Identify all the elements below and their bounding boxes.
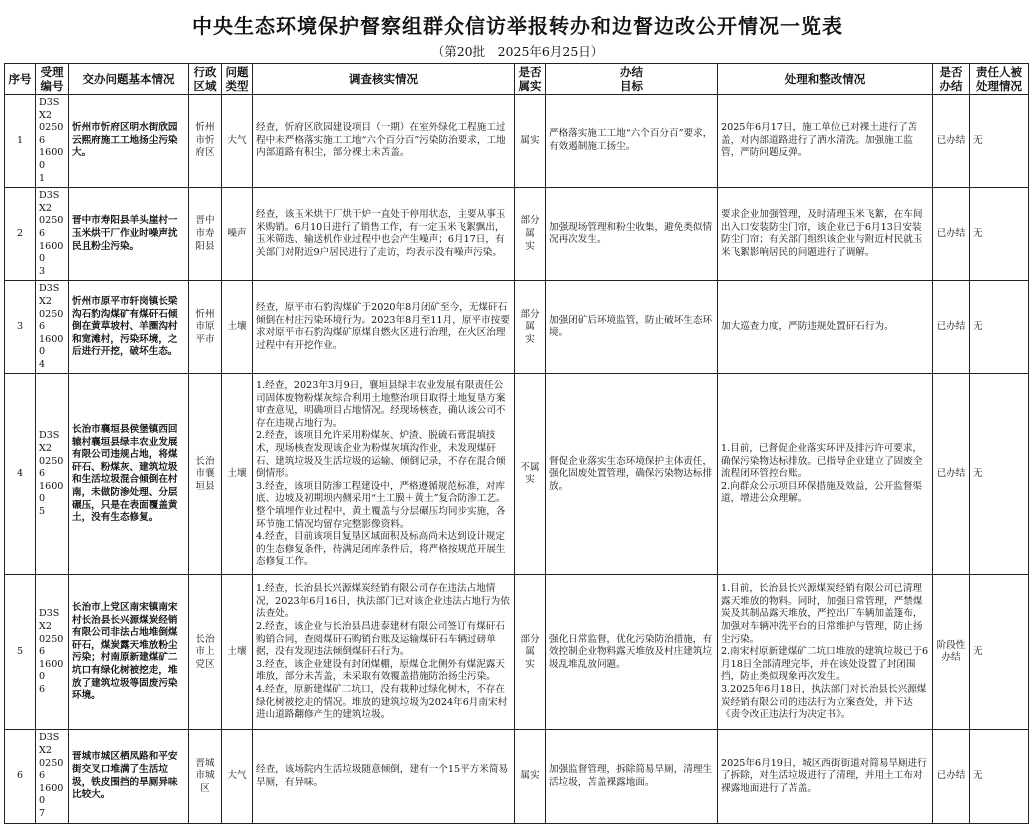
row-region: 忻州 市原 平市 (189, 281, 222, 374)
row-type: 大气 (222, 95, 253, 188)
row-target: 督促企业落实生态环境保护主体责任，强化固废处置管理，确保污染物达标排放。 (546, 374, 718, 575)
row-target: 加强现场管理和粉尘收集，避免类似情况再次发生。 (546, 188, 718, 281)
row-region: 长治 市襄 垣县 (189, 374, 222, 575)
row-verified: 部分属 实 (515, 281, 546, 374)
row-done: 阶段性 办结 (933, 575, 970, 730)
row-target: 加强闭矿后环境监管，防止破坏生态环境。 (546, 281, 718, 374)
row-done: 已办结 (933, 95, 970, 188)
row-issue: 忻州市原平市轩岗镇长梁沟石豹沟煤矿有煤矸石倾倒在黄草坡村、羊圈沟村和宽滩村，污染环境，之后进行开挖，破坏生态。 (69, 281, 189, 374)
row-survey: 1.经查，长治县长兴源煤炭经销有限公司存在违法占地情况，2023年6月16日，执法部门已对该企业违法占地行为依法查处。 2.经查，该企业与长治县昌进泰建材有限公司签订有煤矸石购销合同，查阅煤矸石购销台账及运输煤矸石车辆过磅单据，没有发现违法倾倒煤矸石行为。 3.经查，该企业建设有封闭煤棚，原煤仓北侧外有煤泥露天堆放，部分未苫盖，未采取有效覆盖措施防治扬尘污染。 4.经查，原新建煤矿二坑口，没有栽种过绿化树木，不存在绿化树被挖走的情况。堆放的建筑垃圾为2024年6月南宋村进山道路翻修产生的建筑垃圾。 (253, 575, 515, 730)
header-issue: 交办问题基本情况 (69, 64, 189, 95)
table-row (5, 95, 1029, 188)
table-row (5, 188, 1029, 281)
row-handling: 2025年6月17日，施工单位已对裸土进行了苫盖，对内部道路进行了洒水清洗。加强施工监管，严防问题反弹。 (718, 95, 933, 188)
header-handling: 处理和整改情况 (718, 64, 933, 95)
page-subtitle: （第20批 2025年6月25日） (431, 44, 604, 59)
row-seq: 2 (5, 188, 36, 281)
row-done: 已办结 (933, 730, 970, 823)
row-handling: 加大巡查力度，严防违规处置矸石行为。 (718, 281, 933, 374)
header-seq: 序号 (5, 64, 36, 95)
row-code: D3SX2 02506 16000 4 (36, 281, 69, 374)
row-accountability: 无 (970, 95, 1029, 188)
row-seq: 3 (5, 281, 36, 374)
row-verified: 部分属 实 (515, 188, 546, 281)
table-row (5, 575, 1029, 730)
row-handling: 2025年6月19日，城区西街街道对简易旱厕进行了拆除，对生活垃圾进行了清理，并用土工布对裸露地面进行了苫盖。 (718, 730, 933, 823)
row-handling: 1.目前，长治县长兴源煤炭经销有限公司已清理露天堆放的物料。同时，加强日常管理，严禁煤炭及其制品露天堆放，严控出厂车辆加盖篷布，加强对车辆冲洗平台的日常维护与管理，防止扬尘污染。 2.南宋村原新建煤矿二坑口堆放的建筑垃圾已于6月18日全部清理完毕，并在该处设置了封闭围挡，防止类似现象再次发生。 3.2025年6月18日，执法部门对长治县长兴源煤炭经销有限公司的违法行为立案查处，并下达《责令改正违法行为决定书》。 (718, 575, 933, 730)
table-row (5, 281, 1029, 374)
row-region: 忻州 市忻 府区 (189, 95, 222, 188)
row-type: 噪声 (222, 188, 253, 281)
row-verified: 属实 (515, 95, 546, 188)
header-target: 办结 目标 (546, 64, 718, 95)
row-code: D3SX2 02506 16000 1 (36, 95, 69, 188)
row-type: 土壤 (222, 281, 253, 374)
row-type: 土壤 (222, 374, 253, 575)
header-type: 问题 类型 (222, 64, 253, 95)
row-survey: 经查，原平市石豹沟煤矿于2020年8月闭矿至今，无煤矸石倾倒在村庄污染环境行为。2023年8月至11月，原平市按要求对原平市石豹沟煤矿原煤自燃火区进行治理，在火区治理过程中有开挖作业。 (253, 281, 515, 374)
row-target: 加强监督管理，拆除简易旱厕，清理生活垃圾，苫盖裸露地面。 (546, 730, 718, 823)
row-seq: 6 (5, 730, 36, 823)
row-type: 土壤 (222, 575, 253, 730)
row-verified: 属实 (515, 730, 546, 823)
header-accountability: 责任人被 处理情况 (970, 64, 1029, 95)
row-verified: 部分属 实 (515, 575, 546, 730)
row-region: 晋城 市城 区 (189, 730, 222, 823)
row-region: 长治 市上 党区 (189, 575, 222, 730)
row-region: 晋中 市寿 阳县 (189, 188, 222, 281)
row-done: 已办结 (933, 374, 970, 575)
row-accountability: 无 (970, 730, 1029, 823)
row-issue: 晋城市城区栖凤路和平安街交叉口堆满了生活垃圾，铁皮围挡的旱厕异味比较大。 (69, 730, 189, 823)
row-accountability: 无 (970, 374, 1029, 575)
header-survey: 调查核实情况 (253, 64, 515, 95)
row-issue: 长治市上党区南宋镇南宋村长治县长兴源煤炭经销有限公司非法占地堆倒煤矸石，煤炭露天堆放粉尘污染；村南原新建煤矿二坑口有绿化树被挖走，堆放了建筑垃圾等固废污染环境。 (69, 575, 189, 730)
row-handling: 1.目前，已督促企业落实环评及排污许可要求，确保污染物达标排放。已指导企业建立了固废全流程闭环管控台账。 2.向群众公示项目环保措施及效益，公开监督渠道，增进公众理解。 (718, 374, 933, 575)
table-row (5, 374, 1029, 575)
header-done: 是否 办结 (933, 64, 970, 95)
row-target: 强化日常监督，优化污染防治措施，有效控制企业物料露天堆放及村庄建筑垃圾乱堆乱放问题。 (546, 575, 718, 730)
row-code: D3SX2 02506 16000 6 (36, 575, 69, 730)
row-type: 大气 (222, 730, 253, 823)
row-accountability: 无 (970, 281, 1029, 374)
header-verified: 是否 属实 (515, 64, 546, 95)
row-survey: 经查，忻府区欣园建设项目（一期）在室外绿化工程施工过程中未严格落实施工工地“六个百分百”污染防治要求，工地内部道路有积尘，部分裸土未苫盖。 (253, 95, 515, 188)
row-target: 严格落实施工工地“六个百分百”要求，有效遏制施工扬尘。 (546, 95, 718, 188)
page-title: 中央生态环境保护督察组群众信访举报转办和边督边改公开情况一览表 (192, 14, 843, 38)
row-code: D3SX2 02506 16000 3 (36, 188, 69, 281)
row-survey: 经查，该玉米烘干厂烘干炉一直处于停用状态，主要从事玉米购销。6月10日进行了销售工作，有一定玉米飞絮飘出，玉米筛选、输送机作业过程中也会产生噪声；6月17日，有关部门对附近9户居民进行了走访，均表示没有噪声污染。 (253, 188, 515, 281)
row-seq: 4 (5, 374, 36, 575)
row-done: 已办结 (933, 188, 970, 281)
row-accountability: 无 (970, 575, 1029, 730)
row-survey: 经查，该场院内生活垃圾随意倾倒，建有一个15平方米简易旱厕，有异味。 (253, 730, 515, 823)
row-handling: 要求企业加强管理，及时清理玉米飞絮，在车间出入口安装防尘门帘，该企业已于6月13日安装防尘门帘；有关部门组织该企业与附近村民就玉米飞絮影响居民的问题进行了调解。 (718, 188, 933, 281)
table-row (5, 730, 1029, 823)
row-issue: 忻州市忻府区明水街欣园云熙府施工工地扬尘污染大。 (69, 95, 189, 188)
header-region: 行政 区域 (189, 64, 222, 95)
row-accountability: 无 (970, 188, 1029, 281)
row-code: D3SX2 02506 16000 5 (36, 374, 69, 575)
row-seq: 1 (5, 95, 36, 188)
report-table (4, 63, 1029, 824)
row-code: D3SX2 02506 16000 7 (36, 730, 69, 823)
row-verified: 不属实 (515, 374, 546, 575)
table-header-row (5, 64, 1029, 95)
row-issue: 晋中市寿阳县羊头崖村一玉米烘干厂作业时噪声扰民且粉尘污染。 (69, 188, 189, 281)
row-done: 已办结 (933, 281, 970, 374)
row-seq: 5 (5, 575, 36, 730)
header-code: 受理 编号 (36, 64, 69, 95)
row-issue: 长治市襄垣县侯堡镇西回辕村襄垣县绿丰农业发展有限公司违规占地，将煤矸石、粉煤灰、建筑垃圾和生活垃圾混合倾倒在村南，未做防渗处理、分层碾压，只是在表面覆盖黄土，没有生态修复。 (69, 374, 189, 575)
row-survey: 1.经查，2023年3月9日，襄垣县绿丰农业发展有限责任公司固体废物粉煤灰综合利用土地整治项目取得土地复垦方案审查意见，明确项目占地情况。经现场核查，确认该公司不存在违规占地行为。 2.经查，该项目允许采用粉煤灰、炉渣、脱硫石膏混填技术，现场核查发现该企业为粉煤灰填沟作业，未发现煤矸石、建筑垃圾及生活垃圾的运输、倾倒记录，不存在混合倾倒情形。 3.经查，该项目防渗工程建设中，严格遵循规范标准，对库底、边坡及初期坝内侧采用“土工膜＋黄土”复合防渗工艺。整个填埋作业过程中，黄土覆盖与分层碾压均同步实施，各环节施工情况均留存完整影像资料。 4.经查，目前该项目复垦区域面积及标高尚未达到设计规定的生态修复条件，待满足闭库条件后，将严格按规范开展生态修复工作。 (253, 374, 515, 575)
